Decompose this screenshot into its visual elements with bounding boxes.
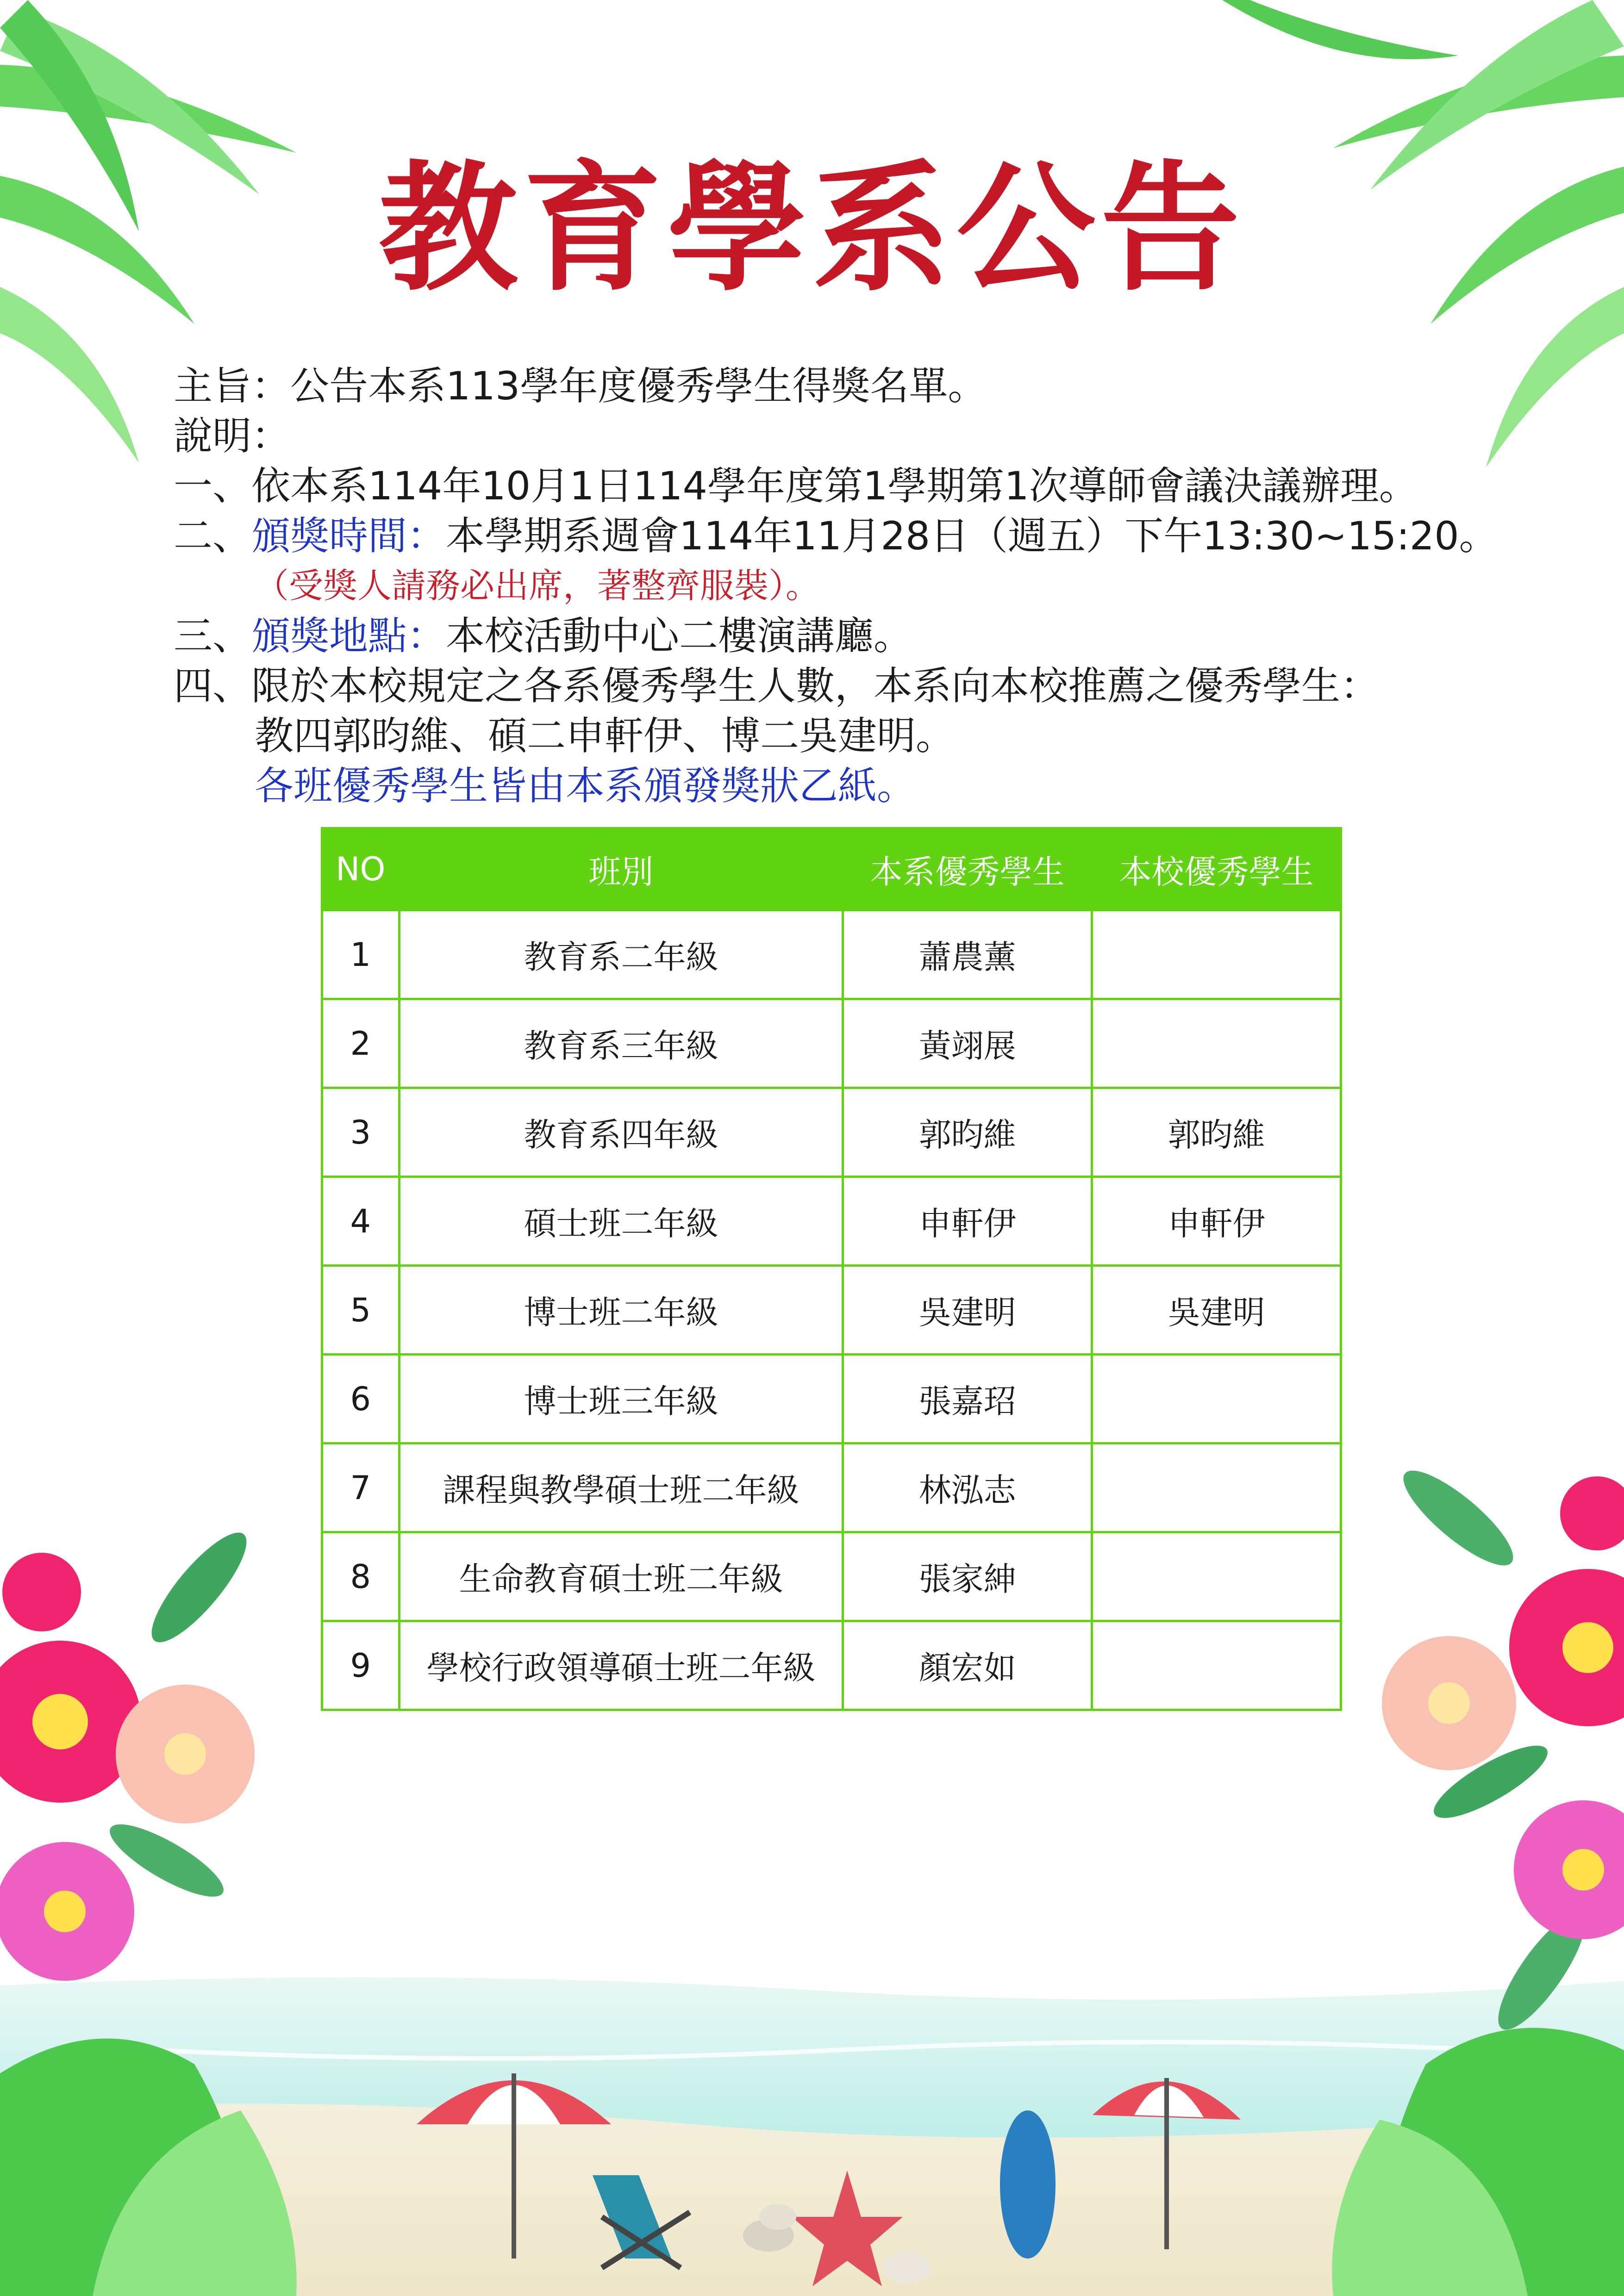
announcement-body — [174, 361, 1498, 811]
table-row — [322, 999, 1341, 1088]
subject-line: 主旨：公告本系113學年度優秀學生得獎名單。 — [174, 363, 987, 409]
header-school-student: 本校優秀學生 — [1092, 828, 1341, 910]
header-dept-student: 本系優秀學生 — [843, 828, 1092, 910]
cell-school-student: 申軒伊 — [1092, 1177, 1341, 1266]
cell-school-student: 郭昀維 — [1092, 1088, 1341, 1177]
cell-no: 1 — [322, 910, 400, 999]
cell-no: 9 — [322, 1621, 400, 1710]
cell-no: 4 — [322, 1177, 400, 1266]
cell-school-student — [1092, 1621, 1341, 1710]
award-time-label: 頒獎時間： — [251, 513, 446, 559]
item-2 — [174, 511, 1498, 561]
table-row — [322, 910, 1341, 999]
cell-no: 5 — [322, 1266, 400, 1355]
header-class: 班別 — [399, 828, 843, 910]
cell-no: 2 — [322, 999, 400, 1088]
item-3-prefix: 三、 — [174, 613, 252, 659]
explanation-label: 說明： — [174, 413, 291, 459]
cell-class: 博士班三年級 — [399, 1355, 843, 1444]
page-title: 教育學系公告 — [379, 148, 1245, 310]
cell-class: 碩士班二年級 — [399, 1177, 843, 1266]
table-row — [322, 1621, 1341, 1710]
cell-school-student — [1092, 910, 1341, 999]
cell-class: 博士班二年級 — [399, 1266, 843, 1355]
hibiscus-right — [1382, 1457, 1624, 2041]
cell-dept-student: 張家紳 — [843, 1532, 1092, 1621]
cell-class: 教育系三年級 — [399, 999, 843, 1088]
cell-class: 生命教育碩士班二年級 — [399, 1532, 843, 1621]
cell-class: 課程與教學碩士班二年級 — [399, 1444, 843, 1532]
table-row — [322, 1088, 1341, 1177]
item-4-recommended: 教四郭昀維、碩二申軒伊、博二吳建明。 — [255, 713, 955, 759]
surfboard — [1000, 2110, 1056, 2259]
attendance-note: （受獎人請務必出席，著整齊服裝）。 — [255, 566, 820, 606]
hibiscus-left — [0, 1521, 260, 1981]
cell-dept-student: 張嘉玿 — [843, 1355, 1092, 1444]
cell-dept-student: 吳建明 — [843, 1266, 1092, 1355]
cell-no: 3 — [322, 1088, 400, 1177]
table-row — [322, 1444, 1341, 1532]
header-no: NO — [322, 828, 400, 910]
cell-school-student: 吳建明 — [1092, 1266, 1341, 1355]
item-1: 一、依本系114年10月1日114學年度第1學期第1次導師會議決議辦理。 — [174, 463, 1418, 509]
cell-no: 8 — [322, 1532, 400, 1621]
item-4-certificate: 各班優秀學生皆由本系頒發獎狀乙紙。 — [255, 763, 916, 809]
award-time-text: 本學期系週會114年11月28日（週五）下午13:30~15:20。 — [446, 513, 1498, 559]
item-4: 四、限於本校規定之各系優秀學生人數，本系向本校推薦之優秀學生： — [174, 663, 1380, 709]
table-row — [322, 1177, 1341, 1266]
cell-class: 教育系四年級 — [399, 1088, 843, 1177]
table-row — [322, 1266, 1341, 1355]
table-header-row — [322, 828, 1341, 910]
cell-school-student — [1092, 1532, 1341, 1621]
cell-school-student — [1092, 999, 1341, 1088]
cell-dept-student: 顏宏如 — [843, 1621, 1092, 1710]
cell-dept-student: 郭昀維 — [843, 1088, 1092, 1177]
cell-dept-student: 黃翊展 — [843, 999, 1092, 1088]
cell-no: 6 — [322, 1355, 400, 1444]
cell-dept-student: 蕭農薰 — [843, 910, 1092, 999]
award-table — [321, 827, 1342, 1711]
cell-school-student — [1092, 1355, 1341, 1444]
item-3 — [174, 611, 1470, 661]
cell-dept-student: 申軒伊 — [843, 1177, 1092, 1266]
cell-class: 學校行政領導碩士班二年級 — [399, 1621, 843, 1710]
award-location-text: 本校活動中心二樓演講廳。 — [446, 613, 913, 659]
table-row — [322, 1532, 1341, 1621]
award-location-label: 頒獎地點： — [251, 613, 446, 659]
table-row — [322, 1355, 1341, 1444]
cell-school-student — [1092, 1444, 1341, 1532]
cell-dept-student: 林泓志 — [843, 1444, 1092, 1532]
cell-class: 教育系二年級 — [399, 910, 843, 999]
item-2-prefix: 二、 — [174, 513, 252, 559]
cell-no: 7 — [322, 1444, 400, 1532]
